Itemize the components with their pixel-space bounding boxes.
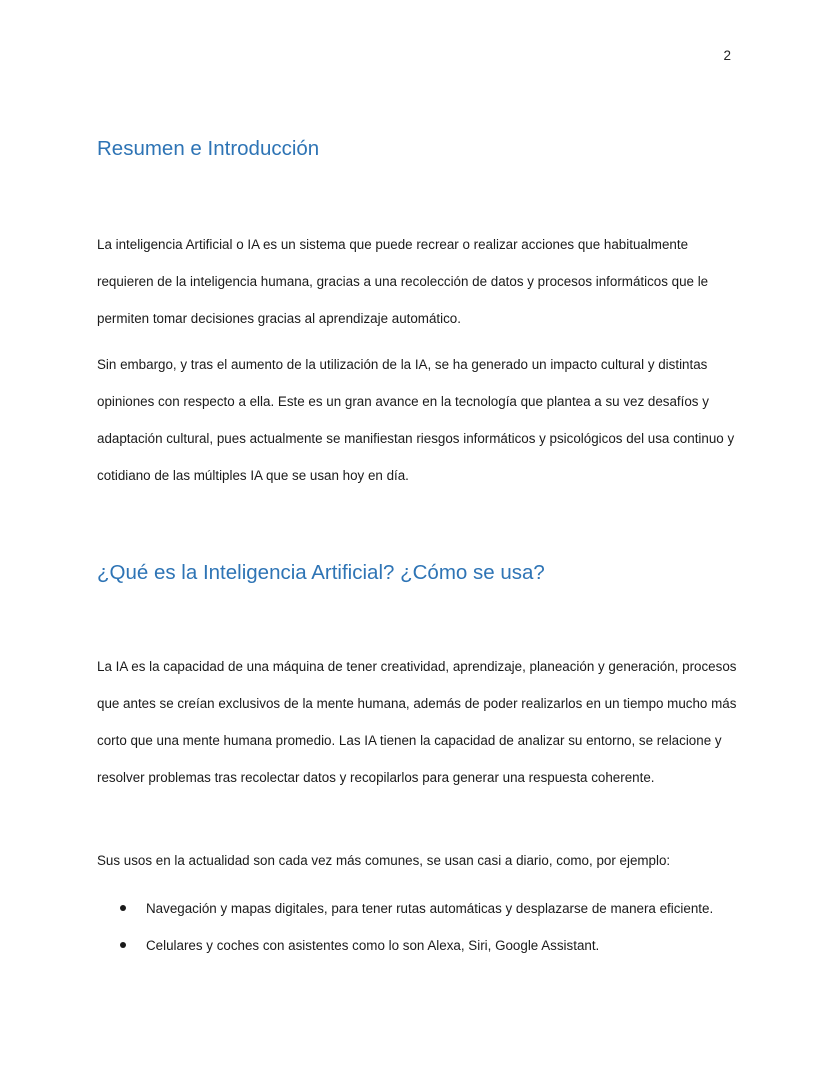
uses-bullet-list [97, 890, 757, 964]
paragraph-intro-definition: La inteligencia Artificial o IA es un sistema que puede recrear o realizar acciones que habitualmente requieren de la inteligencia humana, gracias a una recolección de datos y procesos informáticos que le permiten tomar decisiones gracias al aprendizaje automático. [97, 237, 709, 326]
bullet-icon [120, 942, 126, 948]
paragraph-intro-impact: Sin embargo, y tras el aumento de la utilización de la IA, se ha generado un impacto cultural y distintas opiniones con respecto a ella. Este es un gran avance en la tecnología que plantea a su vez desafíos y adaptación cultural, pues actualmente se manifiestan riesgos informáticos y psicológicos del usa continuo y cotidiano de las múltiples IA que se usan hoy en día. [97, 357, 735, 483]
section-heading-que-es-ia: ¿Qué es la Inteligencia Artificial? ¿Cómo se usa? [97, 561, 545, 584]
list-item-text: Navegación y mapas digitales, para tener rutas automáticas y desplazarse de manera eficiente. [146, 901, 714, 916]
section-heading-resumen: Resumen e Introducción [97, 137, 320, 160]
page-number: 2 [723, 48, 731, 63]
list-item [97, 927, 757, 964]
paragraph-ia-uses-intro: Sus usos en la actualidad son cada vez más comunes, se usan casi a diario, como, por ejemplo: [97, 853, 671, 868]
paragraph-ia-capacity: La IA es la capacidad de una máquina de tener creatividad, aprendizaje, planeación y generación, procesos que antes se creían exclusivos de la mente humana, además de poder realizarlos en un tiempo mucho más corto que una mente humana promedio. Las IA tienen la capacidad de analizar su entorno, se relacione y resolver problemas tras recolectar datos y recopilarlos para generar una respuesta coherente. [97, 659, 737, 785]
bullet-icon [120, 905, 126, 911]
list-item-text: Celulares y coches con asistentes como lo son Alexa, Siri, Google Assistant. [146, 938, 600, 953]
list-item [97, 890, 757, 927]
